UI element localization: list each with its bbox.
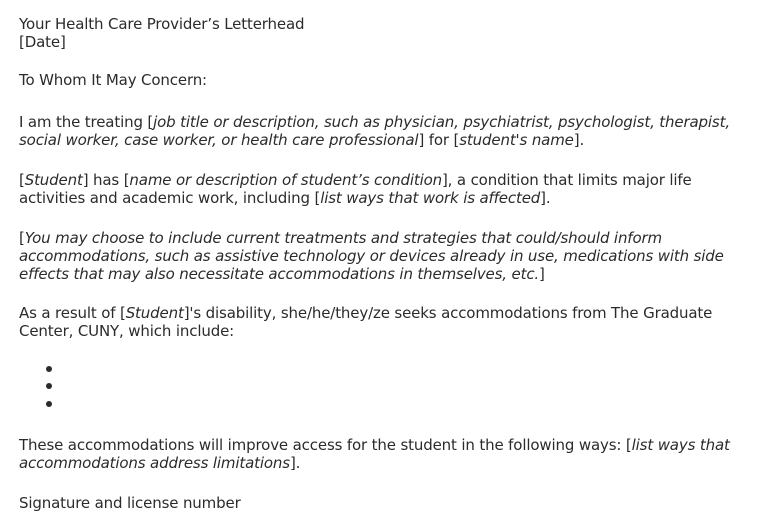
- signature-line: Signature and license number: [19, 494, 241, 512]
- paragraph-3-line-1: [You may choose to include current treatments and strategies that could/should inform: [19, 229, 662, 247]
- paragraph-4-line-1: As a result of [Student]'s disability, she/he/they/ze seeks accommodations from The Graduate: [19, 304, 713, 322]
- letter-date: [Date]: [19, 33, 66, 51]
- condition-placeholder: name or description of student’s condition: [129, 171, 442, 189]
- accommodation-bullet-1: [46, 366, 52, 372]
- paragraph-1-line-2: social worker, case worker, or health care professional] for [student's name].: [19, 131, 585, 149]
- salutation: To Whom It May Concern:: [19, 71, 207, 89]
- paragraph-3-line-3: effects that may also necessitate accommodations in themselves, etc.]: [19, 265, 545, 283]
- paragraph-2-line-1: [Student] has [name or description of student’s condition], a condition that limits major life: [19, 171, 692, 189]
- paragraph-5-line-1: These accommodations will improve access for the student in the following ways: [list ways that: [19, 436, 730, 454]
- paragraph-1-line-1: I am the treating [job title or description, such as physician, psychiatrist, psychologist, therapist,: [19, 113, 730, 131]
- paragraph-2-line-2: activities and academic work, including [list ways that work is affected].: [19, 189, 551, 207]
- work-affected-placeholder: list ways that work is affected: [320, 189, 541, 207]
- job-title-placeholder: job title or description, such as physician, psychiatrist, psychologist, therapist,: [153, 113, 730, 131]
- letterhead-title: Your Health Care Provider’s Letterhead: [19, 15, 305, 33]
- paragraph-3-line-2: accommodations, such as assistive technology or devices already in use, medications with side: [19, 247, 724, 265]
- accommodation-bullet-2: [46, 383, 52, 389]
- accommodation-bullet-3: [46, 401, 52, 407]
- student-name-placeholder: student's name: [459, 131, 574, 149]
- paragraph-5-line-2: accommodations address limitations].: [19, 454, 301, 472]
- paragraph-4-line-2: Center, CUNY, which include:: [19, 322, 235, 340]
